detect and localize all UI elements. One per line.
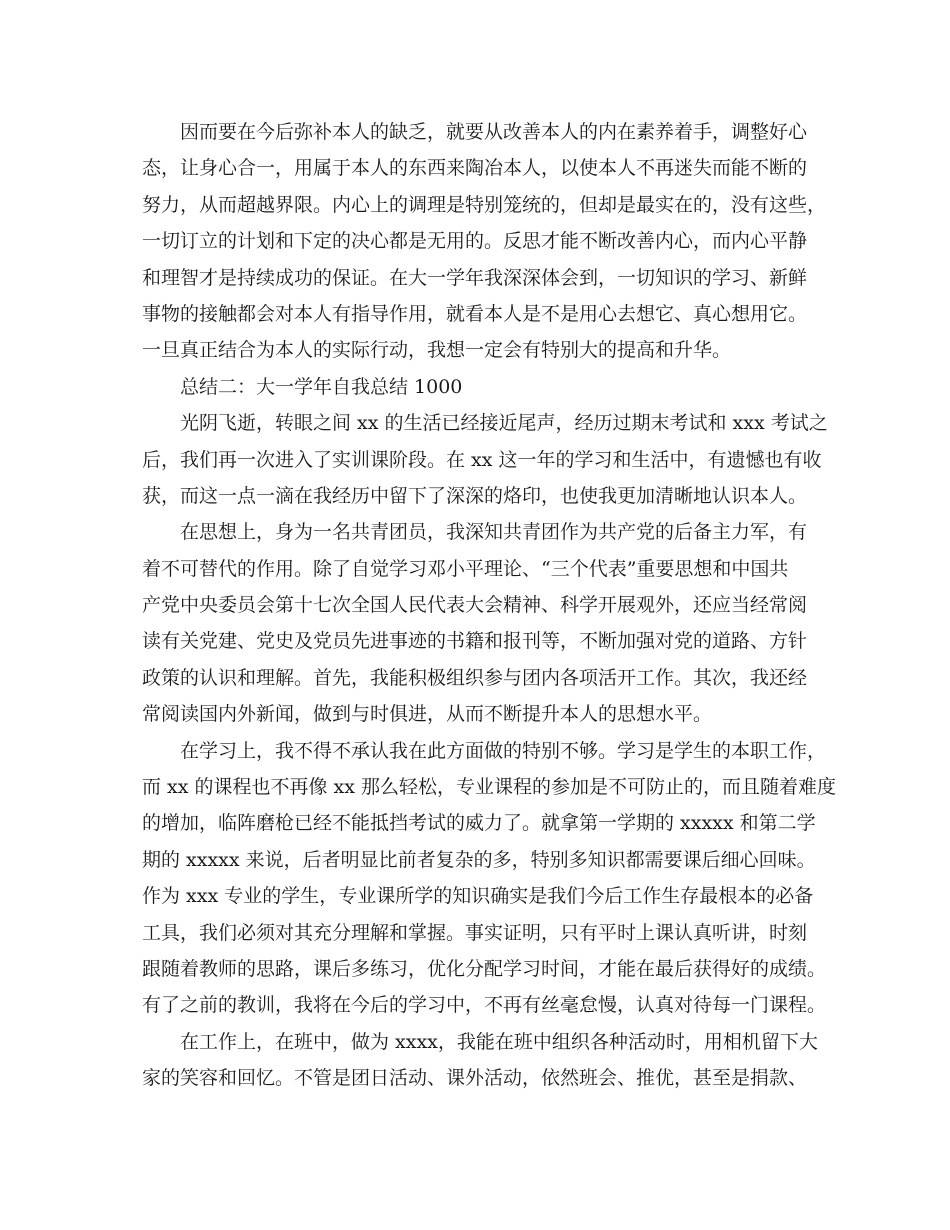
paragraph-line: 后，我们再一次进入了实训课阶段。在 xx 这一年的学习和生活中，有遗憾也有收: [142, 448, 822, 471]
paragraph-line: 常阅读国内外新闻，做到与时俱进，从而不断提升本人的思想水平。: [142, 703, 713, 726]
paragraph-line: 在工作上，在班中，做为 xxxx，我能在班中组织各种活动时，用相机留下大: [180, 1030, 818, 1053]
paragraph-line: 光阴飞逝，转眼之间 xx 的生活已经接近尾声，经历过期末考试和 xxx 考试之: [180, 412, 828, 435]
paragraph-line: 期的 xxxxx 来说，后者明显比前者复杂的多，特别多知识都需要课后细心回味。: [142, 848, 816, 871]
paragraph-line: 在思想上，身为一名共青团员，我深知共青团作为共产党的后备主力军，有: [180, 521, 808, 544]
paragraph-line: 的增加，临阵磨枪已经不能抵挡考试的威力了。就拿第一学期的 xxxxx 和第二学: [142, 812, 816, 835]
paragraph-line: 跟随着教师的思路，课后多练习，优化分配学习时间，才能在最后获得好的成绩。: [142, 957, 827, 980]
paragraph-line: 而 xx 的课程也不再像 xx 那么轻松，专业课程的参加是不可防止的，而且随着难度: [142, 776, 837, 799]
paragraph-line: 产党中央委员会第十七次全国人民代表大会精神、科学开展观外，还应当经常阅: [142, 594, 808, 617]
paragraph-line: 和理智才是持续成功的保证。在大一学年我深深体会到，一切知识的学习、新鲜: [142, 266, 808, 289]
paragraph-line: 努力，从而超越界限。内心上的调理是特别笼统的，但却是最实在的，没有这些，: [142, 193, 827, 216]
paragraph-line: 一切订立的计划和下定的决心都是无用的。反思才能不断改善内心，而内心平静: [142, 230, 808, 253]
paragraph-line: 因而要在今后弥补本人的缺乏，就要从改善本人的内在素养着手，调整好心: [180, 121, 808, 143]
document-body: [142, 114, 837, 1097]
paragraph-line: 有了之前的教训，我将在今后的学习中，不再有丝毫怠慢，认真对待每一门课程。: [142, 994, 827, 1017]
paragraph-line: 工具，我们必须对其充分理解和掌握。事实证明，只有平时上课认真听讲，时刻: [142, 921, 808, 944]
paragraph-line: 着不可替代的作用。除了自觉学习邓小平理论、“三个代表”重要思想和中国共: [142, 557, 789, 580]
paragraph-line: 作为 xxx 专业的学生，专业课所学的知识确实是我们今后工作生存最根本的必备: [142, 885, 814, 908]
section-heading: 总结二：大一学年自我总结 1000: [180, 375, 463, 398]
paragraph-line: 在学习上，我不得不承认我在此方面做的特别不够。学习是学生的本职工作，: [180, 739, 827, 762]
paragraph-line: 事物的接触都会对本人有指导作用，就看本人是不是用心去想它、真心想用它。: [142, 302, 808, 325]
paragraph-line: 态，让身心合一，用属于本人的东西来陶冶本人，以使本人不再迷失而能不断的: [142, 157, 808, 180]
paragraph-line: 家的笑容和回忆。不管是团日活动、课外活动，依然班会、推优，甚至是捐款、: [142, 1067, 808, 1090]
paragraph-line: 一旦真正结合为本人的实际行动，我想一定会有特别大的提高和升华。: [142, 339, 732, 362]
paragraph-line: 读有关党建、党史及党员先进事迹的书籍和报刊等，不断加强对党的道路、方针: [142, 630, 808, 653]
paragraph-line: 政策的认识和理解。首先，我能积极组织参与团内各项活开工作。其次，我还经: [142, 666, 808, 689]
paragraph-line: 获，而这一点一滴在我经历中留下了深深的烙印，也使我更加清晰地认识本人。: [142, 484, 808, 507]
